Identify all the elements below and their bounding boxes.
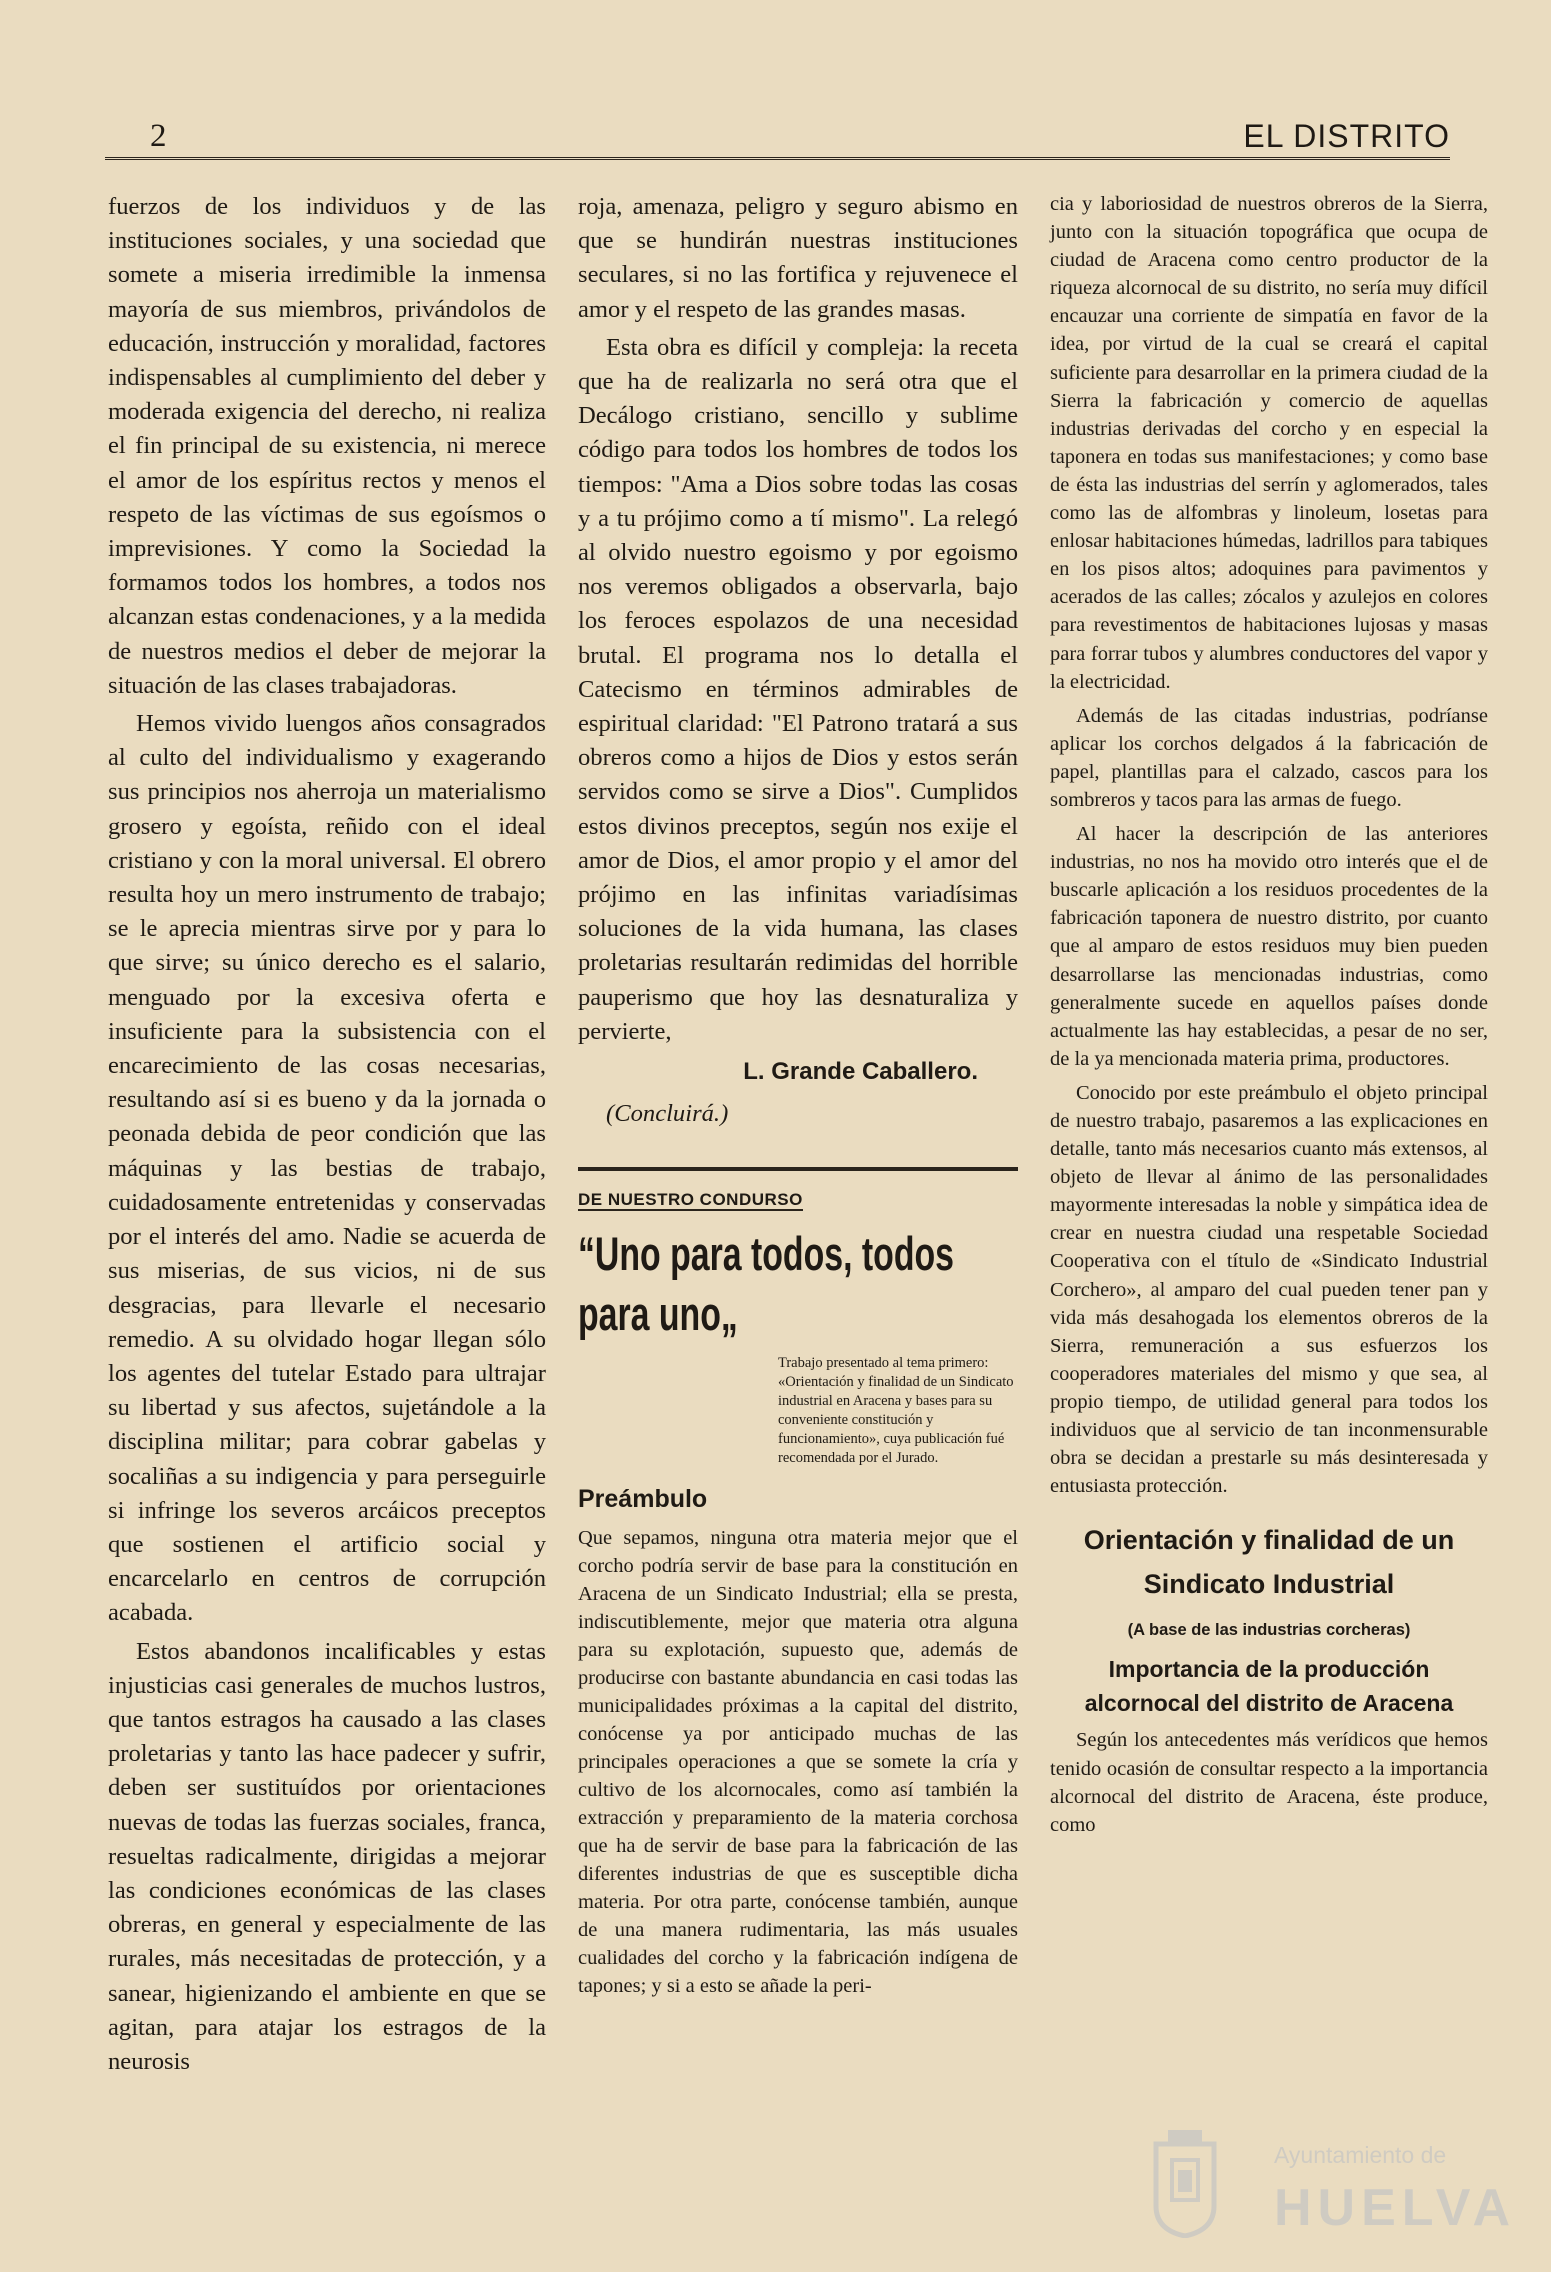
article-headline: “Uno para todos, todos para uno„: [578, 1226, 954, 1340]
newspaper-name: EL DISTRITO: [1243, 118, 1450, 154]
page-number: 2: [150, 118, 167, 154]
paragraph: Estos abandonos incalificables y estas injusticias casi generales de muchos lustros, que tantos estragos ha causado a las clases proletarias y tanto las hace padecer y sufrir, deben ser sustituídos por orientaciones nuevas de todas las fuerzas sociales, franca, resueltas radicalmente, dirigidas a mejorar las condiciones económicas de las clases obreras, en general y especialmente de las rurales, más necesitadas de protección, y a sanear, higienizando el ambiente en que se agitan, para atajar los estragos de la neurosis: [108, 1637, 546, 2075]
page-header: [105, 116, 1450, 158]
column-3: [1050, 190, 1488, 1839]
column-1: [108, 190, 546, 2079]
paragraph: Según los antecedentes más verídicos que hemos tenido ocasión de consultar respecto a la importancia alcornocal del distrito de Aracena, éste produce, como: [1050, 1729, 1488, 1836]
paragraph: Al hacer la descripción de las anteriores industrias, no nos ha movido otro interés que el de buscarle aplicación a los residuos procedentes de la fabricación taponera de nuestro distrito, por cuanto que al amparo de estos residuos muy bien pueden desarrollarse las mencionadas industrias, como generalmente sucede en aquellos países donde actualmente las hay establecidas, a pesar de no ser, de la ya mencionada materia prima, productores.: [1050, 823, 1488, 1070]
paragraph: fuerzos de los individuos y de las instituciones sociales, y una sociedad que somete a miseria irredimible la inmensa mayoría de sus miembros, privándolos de educación, instrucción y moralidad, factores indispensables al cumplimiento del deber y moderada exigencia del derecho, ni realiza el fin principal de su existencia, ni merece el amor de los espíritus rectos y menos el respeto de las víctimas de sus egoísmos o imprevisiones. Y como la Sociedad la formamos todos los hombres, a todos nos alcanzan estas condenaciones, y a la medida de nuestros medios el deber de mejorar la situación de las clases trabajadoras.: [108, 193, 546, 699]
paragraph: Que sepamos, ninguna otra materia mejor que el corcho podría servir de base para la constitución en Aracena de un Sindicato Industrial; ella se presta, indiscutiblemente, mejor que materia otra alguna para su explotación, supuesto que, además de producirse con bastante abundancia en casi todas las municipalidades próximas a la capital del distrito, conócense ya por anticipado muchas de las principales operaciones a que se somete la cría y cultivo de los alcornocales, como así también la extracción y preparamiento de la materia corchosa que ha de servir de base para la fabricación de las diferentes industrias de que es susceptible dicha materia. Por otra parte, conócense también, aunque de una manera rudimentaria, las más usuales cualidades del corcho y la fabricación indígena de tapones; y si a esto se añade la peri-: [578, 1526, 1018, 1997]
archive-watermark: [1126, 2120, 1517, 2250]
paragraph: cia y laboriosidad de nuestros obreros de la Sierra, junto con la situación topográfica que ocupa de ciudad de Aracena como centro productor de la riqueza alcornocal de su distrito, no sería muy difícil encauzar una corriente de simpatía en favor de la idea, por virtud de la cual se creará el capital suficiente para desarrollar en la primera ciudad de la Sierra la fabricación y comercio de aquellas industrias derivadas del corcho y en especial la taponera en todas sus manifestaciones; y como base de ésta las industrias del serrín y aglomerados, tales como las de alfombras y linoleum, losetas para enlosar habitaciones húmedas, ladrillos para tabiques en los pisos altos; adoquines para pavimentos y acerados de las calles; zócalos y azulejos en colores para revestimentos de habitaciones lujosas y masas para forrar tubos y alumbres conductores del vapor y la electricidad.: [1050, 193, 1488, 693]
watermark-line2: HUELVA: [1274, 2179, 1517, 2237]
section-label: [578, 1183, 1018, 1217]
author-signature: L. Grande Caballero.: [743, 1058, 978, 1086]
section-heading: Orientación y finalidad de un Sindicato Industrial: [1083, 1525, 1455, 1600]
paragraph: roja, amenaza, peligro y seguro abismo en que se hundirán nuestras instituciones seculares, si no las fortifica y rejuvenece el amor y el respeto de las grandes masas.: [578, 193, 1018, 323]
section-subtitle: (A base de las industrias corcheras): [1127, 1621, 1411, 1640]
section-label-text: DE NUESTRO CONDURSO: [578, 1190, 803, 1210]
subheading-preambulo: Preámbulo: [578, 1484, 708, 1513]
continuation-note: (Concluirá.): [606, 1100, 729, 1128]
paragraph: Esta obra es difícil y compleja: la receta que ha de realizarla no será otra que el Decálogo cristiano, sencillo y sublime código para todos los hombres de todos los tiempos: "Ama a Dios sobre todas las cosas y a tu prójimo como a tí mismo". La relegó al olvido nuestro egoismo y por egoismo nos veremos obligados a observarla, bajo los feroces espolazos de una necesidad brutal. El programa nos lo detalla el Catecismo en términos admirables de espiritual claridad: "El Patrono tratará a sus obreros como a hijos de Dios y estos serán servidos como se sirve a Dios". Cumplidos estos divinos preceptos, según nos exije el amor de Dios, el amor propio y el amor del prójimo en las infinitas variadísimas soluciones de la vida humana, las clases proletarias resultarán redimidas del horrible pauperismo que hoy las desnaturaliza y pervierte,: [578, 333, 1018, 1045]
submission-note: Trabajo presentado al tema primero: «Orientación y finalidad de un Sindicato industrial en Aracena y bases para su conveniente constitución y funcionamiento», cuya publicación fué recomendada por el Jurado.: [778, 1354, 1014, 1466]
section-divider: [578, 1167, 1018, 1171]
paragraph: Además de las citadas industrias, podríanse aplicar los corchos delgados á la fabricación de papel, plantillas para el calzado, cascos para los sombreros y tacos para las armas de fuego.: [1050, 704, 1488, 811]
header-rule: [105, 157, 1450, 160]
crest-icon: [1150, 2126, 1220, 2238]
paragraph: Hemos vivido luengos años consagrados al culto del individualismo y exagerando sus principios nos aherroja un materialismo grosero y egoísta, reñido con el ideal cristiano y con la moral universal. El obrero resulta hoy un mero instrumento de trabajo; se le aprecia mientras sirve por y para lo que sirve; su único derecho es el salario, menguado por la excesiva oferta e insuficiente para la subsistencia con el encarecimiento de las cosas necesarias, resultando así si es bueno y da la jornada o peonada debida de peor condición que las máquinas y las bestias de trabajo, cuidadosamente entretenidas y conservadas por el interés del amo. Nadie se acuerda de sus miserias, de sus vicios, ni de sus desgracias, para llevarle el necesario remedio. A su olvidado hogar llegan sólo los agentes del tutelar Estado para ultrajar su libertad y sus afectos, sujetándole a la disciplina militar; para cobrar gabelas y socaliñas a su indigencia y para perseguirle si infringe los severos arcáicos preceptos que sostienen el artificio social y encarcelarlo en centros de corrupción acabada.: [108, 710, 546, 1627]
paragraph: Conocido por este preámbulo el objeto principal de nuestro trabajo, pasaremos a las explicaciones en detalle, tanto más necesarios cuanto más extensos, al objeto de llevar al ánimo de las personalidades mayormente interesadas la noble y simpática idea de crear en nuestra ciudad una respetable Sociedad Cooperativa con el título de «Sindicato Industrial Corchero», al amparo del cual pueden tener pan y vida más desahogada los elementos obreros de la Sierra, remuneración a sus esfuerzos los cooperadores materiales del mismo y que sea, al propio tiempo, de utilidad general para todos los individuos que al servicio de tan inconmensurable obra se decidan a prestarle su más desinteresada y entusiasta protección.: [1050, 1081, 1488, 1498]
column-2: [578, 190, 1018, 2000]
subsection-heading: Importancia de la producción alcornocal del distrito de Aracena: [1084, 1656, 1454, 1717]
watermark-line1: Ayuntamiento de: [1274, 2142, 1447, 2168]
